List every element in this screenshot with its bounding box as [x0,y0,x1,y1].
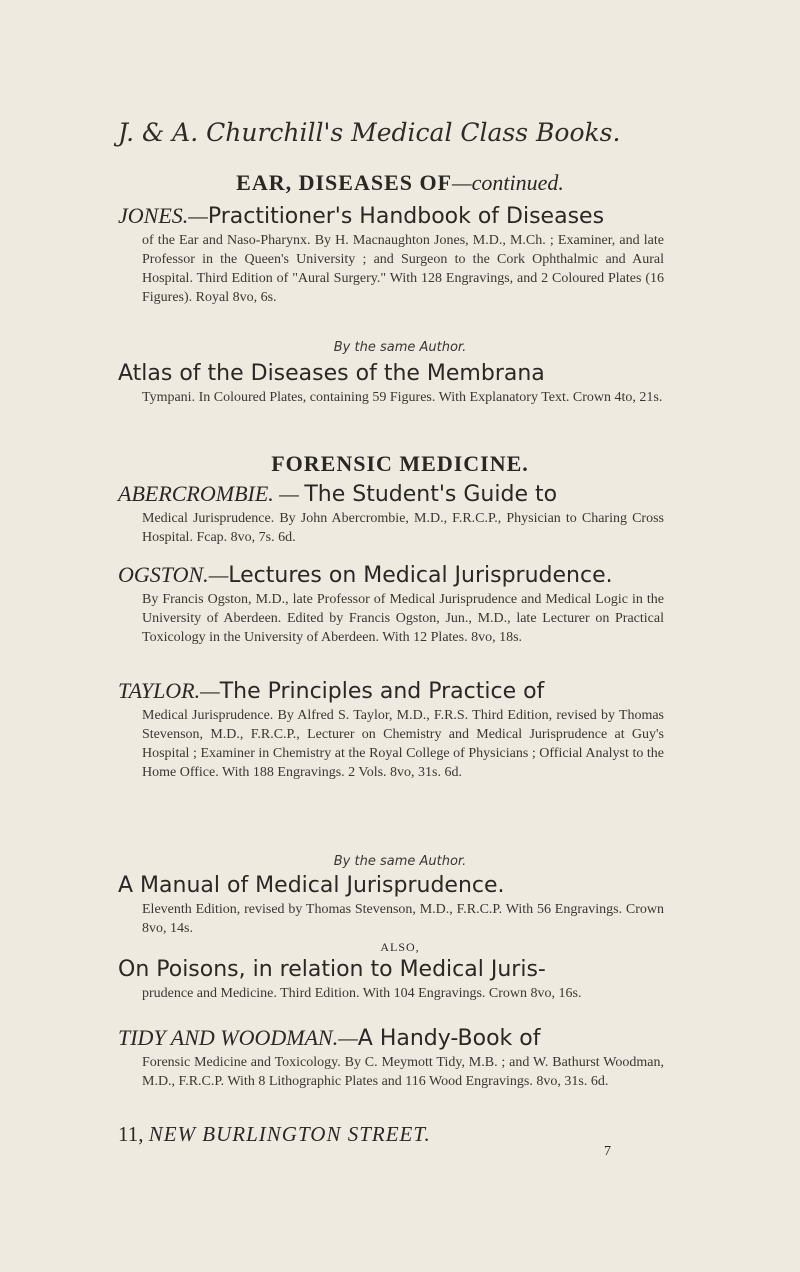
entry-subtitle: Atlas of the Diseases of the Membrana [118,361,545,386]
entry-body: By Francis Ogston, M.D., late Professor of Medical Jurisprudence and Medical Logic in the University of Aberdeen. Edited by Francis Ogston, Jun., M.D., late Lecturer on Practical Toxicology in the University of Aberdeen. With 12 Plates. 8vo, 18s. [142,592,664,645]
entry-author: JONES. [118,203,189,228]
entry-author: OGSTON. [118,562,209,587]
entry-subtitle-body: prudence and Medicine. Third Edition. With 104 Engravings. Crown 8vo, 16s. [142,986,582,1001]
entry-title-line [118,1024,664,1053]
entry-dash: — [273,481,305,506]
entry-title-line [118,480,664,509]
section-heading-text: EAR, DISEASES OF [236,170,453,195]
publisher-address [118,1122,431,1147]
section-heading-forensic [0,451,800,477]
section-heading-ear [0,170,800,196]
also-note: ALSO, [380,940,420,954]
entry-title: A Handy-Book of [357,1026,541,1051]
entry-title-line [118,561,664,590]
address-street: NEW BURLINGTON STREET. [148,1122,431,1146]
entry-title-line [118,677,664,706]
entry-ogston [118,561,664,647]
page-number: 7 [604,1144,611,1159]
running-head: J. & A. Churchill's Medical Class Books. [118,118,621,147]
entry-title: The Principles and Practice of [219,679,545,704]
section-heading-text: FORENSIC MEDICINE. [271,451,529,476]
entry-taylor-poisons [118,956,664,1003]
by-same-author-note: By the same Author. [333,854,467,869]
section-heading-continued: —continued. [452,170,564,195]
entry-body: Medical Jurisprudence. By John Abercrombie, M.D., F.R.C.P., Physician to Charing Cross Hospital. Fcap. 8vo, 7s. 6d. [142,511,664,545]
entry-taylor [118,677,664,782]
entry-tidy-woodman [118,1024,664,1091]
entry-author: ABERCROMBIE. [118,481,274,506]
entry-dash: — [200,678,220,703]
entry-author: TAYLOR. [118,678,201,703]
entry-title: Practitioner's Handbook of Diseases [207,204,605,229]
entry-body: Medical Jurisprudence. By Alfred S. Taylor, M.D., F.R.S. Third Edition, revised by Thomas Stevenson, M.D., F.R.C.P., Lecturer on Chemistry and Medical Jurisprudence at Guy's Hospital ; Examiner in Chemistry at the Royal College of Physicians ; Official Analyst to the Home Office. With 188 Engravings. 2 Vols. 8vo, 31s. 6d. [142,708,664,780]
entry-taylor-manual [118,872,664,938]
entry-dash: — [188,203,208,228]
entry-body: Forensic Medicine and Toxicology. By C. Meymott Tidy, M.B. ; and W. Bathurst Woodman, M.D., F.R.C.P. With 8 Lithographic Plates and 116 Wood Engravings. 8vo, 31s. 6d. [142,1055,664,1089]
entry-author: TIDY AND WOODMAN. [118,1025,339,1050]
entry-dash: — [208,562,229,587]
entry-subtitle: A Manual of Medical Jurisprudence. [118,873,505,898]
entry-abercrombie [118,480,664,547]
entry-jones-atlas [118,360,664,407]
entry-subtitle-body: Eleventh Edition, revised by Thomas Stevenson, M.D., F.R.C.P. With 56 Engravings. Crown 8vo, 14s. [142,902,664,936]
entry-body: of the Ear and Naso-Pharynx. By H. Macnaughton Jones, M.D., M.Ch. ; Examiner, and late Professor in the Queen's University ; and Surgeon to the Cork Ophthalmic and Aural Hospital. Third Edition of "Aural Surgery." With 128 Engravings, and 2 Coloured Plates (16 Figures). Royal 8vo, 6s. [142,233,664,305]
address-number: 11, [118,1122,144,1146]
entry-title: The Student's Guide to [304,482,558,507]
entry-title-line [118,202,664,231]
entry-dash: — [338,1025,358,1050]
entry-subtitle: On Poisons, in relation to Medical Juris- [118,957,546,982]
entry-title: Lectures on Medical Jurisprudence. [228,563,613,588]
entry-subtitle-body: Tympani. In Coloured Plates, containing 59 Figures. With Explanatory Text. Crown 4to, 21s. [142,390,663,405]
by-same-author-note: By the same Author. [333,340,467,355]
entry-jones [118,202,664,307]
